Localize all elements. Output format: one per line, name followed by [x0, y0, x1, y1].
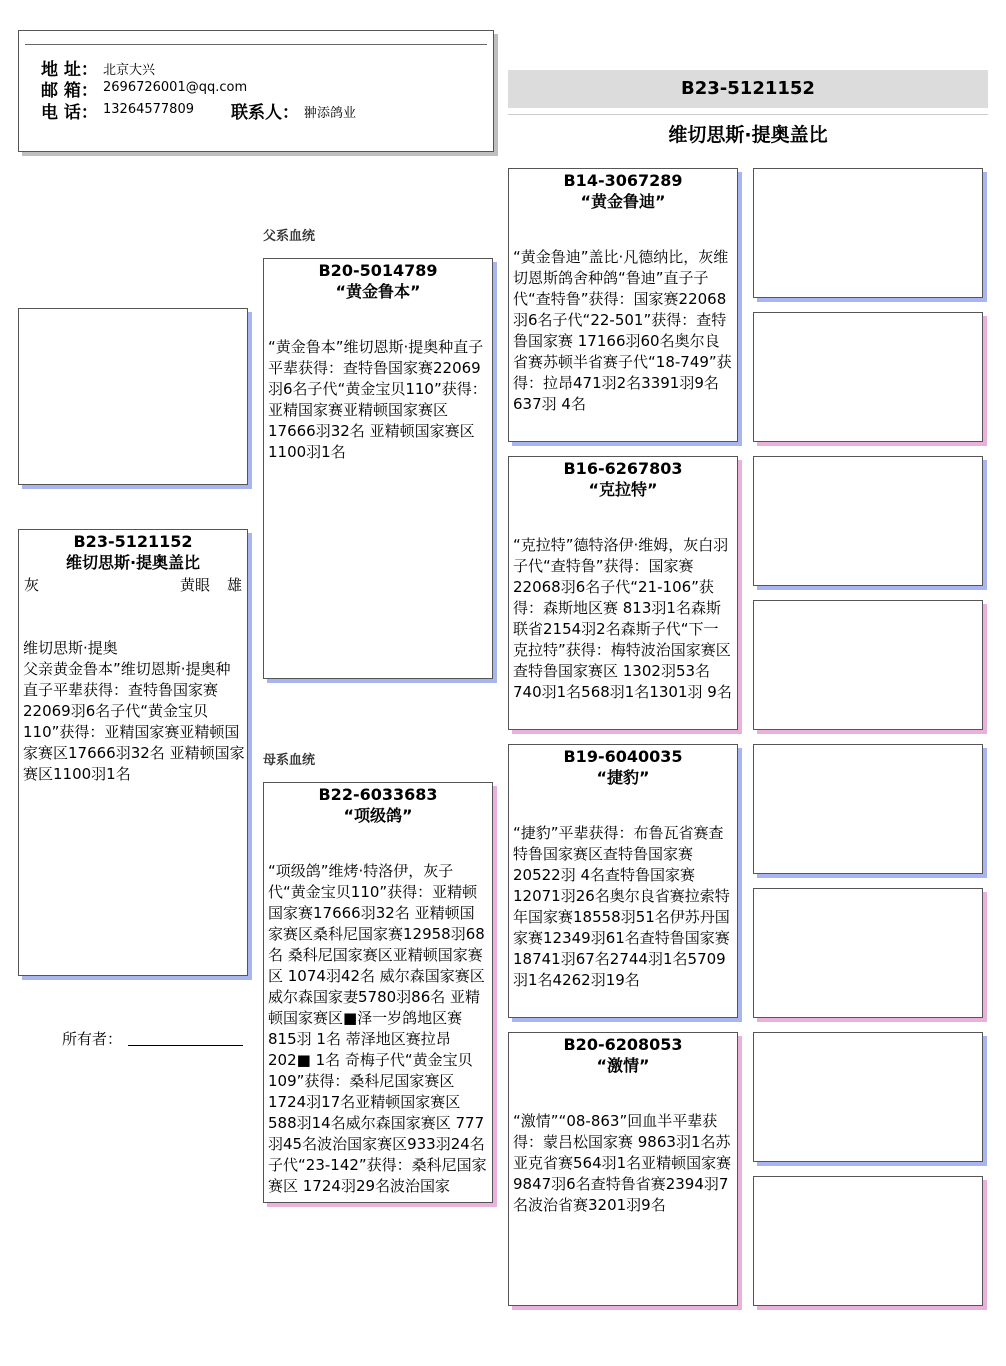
sire-sire-card — [508, 168, 738, 442]
address-label: 地 址： — [41, 60, 98, 80]
dam-ring-number: B22-6033683 — [318, 785, 438, 804]
dam-dam-ring-number: B20-6208053 — [563, 1035, 683, 1054]
email-label: 邮 箱： — [41, 81, 98, 101]
sire-dam-card — [508, 456, 738, 730]
sire-card — [263, 258, 493, 679]
owner-signature-line — [128, 1045, 243, 1046]
subject-eye: 黄眼 — [180, 576, 211, 594]
contact-divider — [25, 44, 487, 45]
dam-dam-card — [508, 1032, 738, 1306]
address-value: 北京大兴 — [103, 63, 156, 78]
header-bird-name: 维切思斯·提奥盖比 — [668, 124, 828, 146]
phone-label: 电 话： — [41, 103, 98, 123]
dam-sire-name: “捷豹” — [596, 768, 650, 787]
ggp-3-card — [753, 456, 983, 586]
email-value: 2696726001@qq.com — [103, 80, 248, 95]
dam-name: “项级鸽” — [343, 806, 413, 825]
subject-description: 维切思斯·提奥 父亲黄金鲁本”维切恩斯·提奥种直子平辈获得：查特鲁国家赛22069羽6名子代“黄金宝贝110”获得：亚精国家赛亚精顿国家赛区17666羽32名 亚精顿国家赛区1100羽1名 — [23, 639, 245, 783]
contact-person-label: 联系人： — [231, 103, 299, 123]
owner-label: 所有者： — [62, 1030, 123, 1048]
ggp-7-card — [753, 1032, 983, 1162]
sire-description: “黄金鲁本”维切恩斯·提奥种直子平辈获得：查特鲁国家赛22069羽6名子代“黄金宝贝110”获得：亚精国家赛亚精顿国家赛区17666羽32名 亚精顿国家赛区1100羽1名 — [268, 338, 487, 461]
dam-dam-name: “激情” — [596, 1056, 650, 1075]
dam-description: “项级鸽”维烤·特洛伊，灰子代“黄金宝贝110”获得：亚精顿国家赛17666羽32名 亚精顿国家赛区桑科尼国家赛12958羽68名 桑科尼国家赛区亚精顿国家赛区 1074羽42名 威尔森国家赛区威尔森国家妻5780羽86名 亚精顿国家赛区■泽一岁鸽地区赛815羽 1名 蒂泽地区赛拉昂202■ 1名 奇梅子代“黄金宝贝109”获得：桑科尼国家赛区1724羽17名亚精顿国家赛区588羽14名威尔森国家赛区 777羽45名波治国家赛区933羽24名子代“23-142”获得：桑科尼国家赛区 1724羽29名波治国家 — [268, 862, 487, 1195]
ggp-5-card — [753, 744, 983, 874]
subject-color: 灰 — [24, 576, 40, 594]
dam-sire-ring-number: B19-6040035 — [563, 747, 683, 766]
contact-person-value: 翀添鸽业 — [304, 106, 357, 121]
sire-sire-description: “黄金鲁迪”盖比·凡德纳比，灰维切恩斯鸽舍种鸽“鲁迪”直子子代“查特鲁”获得：国家赛22068羽6名子代“22-501”获得：查特鲁国家赛 17166羽60名奥尔良省赛苏顿半省赛子代“18-749”获得：拉昂471羽2名3391羽9名637羽 4名 — [513, 248, 732, 413]
ggp-1-card — [753, 168, 983, 298]
sire-sire-name: “黄金鲁迪” — [580, 192, 666, 211]
sire-dam-name: “克拉特” — [588, 480, 658, 499]
contact-box — [18, 30, 494, 152]
sire-dam-description: “克拉特”德特洛伊·维姆，灰白羽子代“查特鲁”获得：国家赛22068羽6名子代“21-106”获得：森斯地区赛 813羽1名森斯联省2154羽2名森斯子代“下一克拉特”获得：梅特波治国家赛区查特鲁国家赛区 1302羽53名740羽1名568羽1名1301羽 9名 — [513, 536, 732, 701]
dam-sire-card — [508, 744, 738, 1018]
subject-name: 维切思斯·提奥盖比 — [65, 553, 201, 572]
dam-line-label: 母系血统 — [263, 753, 316, 768]
ggp-8-card — [753, 1176, 983, 1306]
subject-sex: 雄 — [227, 576, 243, 594]
sire-dam-ring-number: B16-6267803 — [563, 459, 683, 478]
ggp-6-card — [753, 888, 983, 1018]
sire-name: “黄金鲁本” — [335, 282, 421, 301]
subject-ring-number: B23-5121152 — [73, 532, 193, 551]
header-ring-number: B23-5121152 — [681, 78, 815, 99]
header-divider — [508, 114, 988, 115]
phone-value: 13264577809 — [103, 102, 194, 117]
dam-sire-description: “捷豹”平辈获得：布鲁瓦省赛查特鲁国家赛区查特鲁国家赛20522羽 4名查特鲁国家赛12071羽26名奥尔良省赛拉索特年国家赛18558羽51名伊苏丹国家赛12349羽61名查特鲁国家赛18741羽67名2744羽1名5709羽1名4262羽19名 — [513, 824, 730, 989]
ggp-4-card — [753, 600, 983, 730]
photo-frame — [18, 308, 248, 485]
sire-sire-ring-number: B14-3067289 — [563, 171, 683, 190]
sire-line-label: 父系血统 — [263, 229, 316, 244]
dam-card — [263, 782, 493, 1203]
sire-ring-number: B20-5014789 — [318, 261, 438, 280]
subject-card — [18, 529, 248, 976]
dam-dam-description: “激情”“08-863”回血半平辈获得：蒙吕松国家赛 9863羽1名苏亚克省赛564羽1名亚精顿国家赛9847羽6名查特鲁省赛2394羽7名波治省赛3201羽9名 — [513, 1112, 732, 1214]
ggp-2-card — [753, 312, 983, 442]
